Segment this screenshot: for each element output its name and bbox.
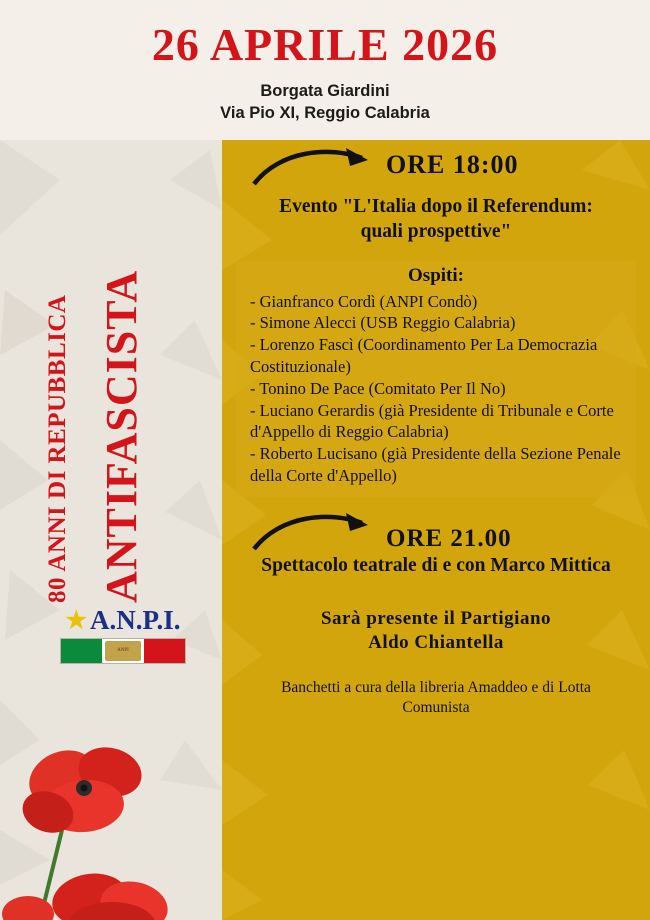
flag-stripe-green: [61, 639, 102, 663]
anpi-logo-text: [60, 605, 186, 636]
event-title-line-2: quali prospettive": [360, 221, 512, 243]
show-description: Spettacolo teatrale di e con Marco Mittica: [261, 554, 611, 576]
event-title: [236, 194, 636, 245]
anpi-acronym: A.N.P.I.: [89, 605, 181, 635]
venue-line-1: Borgata Giardini: [260, 82, 390, 100]
guests-block: [236, 261, 636, 497]
poster-header: [0, 0, 650, 140]
schedule-row-night: [236, 507, 636, 559]
anpi-logo: [60, 605, 186, 664]
italian-flag-icon: [60, 638, 186, 664]
anpi-emblem-icon: ANPI: [105, 641, 141, 661]
event-time-1: ORE 18:00: [386, 150, 519, 179]
arrow-icon: [250, 507, 380, 553]
list-item: - Lorenzo Fascì (Coordinamento Per La Democrazia Costituzionale): [250, 335, 598, 376]
left-panel: [0, 140, 222, 920]
stands-line-1: Banchetti a cura della libreria Amaddeo e di Lotta: [281, 678, 591, 696]
arrow-icon: [250, 144, 380, 188]
partisan-guest-block: [236, 607, 636, 656]
right-panel-content: [222, 140, 650, 718]
list-item: - Tonino De Pace (Comitato Per Il No): [250, 378, 506, 398]
list-item: - Gianfranco Cordì (ANPI Condò): [250, 291, 478, 311]
list-item: - Roberto Lucisano (già Presidente della Sezione Penale della Corte d'Appello): [250, 444, 621, 485]
poppy-illustration: [0, 710, 222, 920]
vertical-slogan-small: 80 ANNI DI REPUBBLICA: [44, 294, 71, 603]
stands-line-2: Comunista: [402, 699, 470, 717]
flag-stripe-white: [102, 639, 143, 663]
vertical-slogan-big: ANTIFASCISTA: [97, 269, 146, 603]
stands-note: [236, 678, 636, 718]
event-title-line-1: Evento "L'Italia dopo il Referendum:: [279, 196, 593, 217]
right-panel: [222, 140, 650, 920]
list-item: - Luciano Gerardis (già Presidente di Tribunale e Corte d'Appello di Reggio Calabria): [250, 400, 614, 442]
partisan-line-1: Sarà presente il Partigiano: [320, 607, 552, 629]
vertical-slogan: [0, 148, 222, 628]
flag-stripe-red: [144, 639, 185, 663]
schedule-row-evening: [236, 140, 636, 186]
page-title: 26 APRILE 2026: [151, 19, 499, 70]
guests-list: [244, 291, 628, 487]
poppy-flowers-icon: [0, 710, 222, 920]
venue-line-2: Via Pio XI, Reggio Calabria: [220, 104, 430, 123]
partisan-line-2: Aldo Chiantella: [368, 632, 504, 654]
star-icon: ★: [65, 607, 87, 634]
event-time-2: ORE 21.00: [386, 524, 512, 552]
guests-label: Ospiti:: [408, 264, 464, 286]
list-item: - Simone Alecci (USB Reggio Calabria): [250, 313, 516, 333]
venue-block: [0, 80, 650, 125]
